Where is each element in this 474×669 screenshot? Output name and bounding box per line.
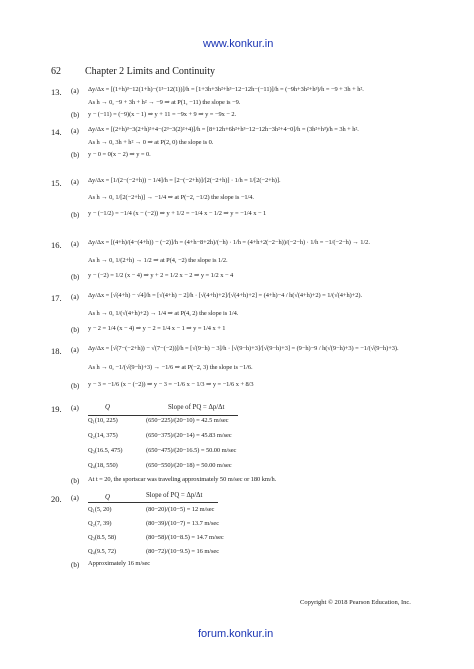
table19-row-q: Q₃(16.5, 475) [88,447,123,454]
problem-18-number: 18. [51,346,62,356]
problem-18b-label: (b) [71,382,80,390]
problem-20-number: 20. [51,494,62,504]
problem-15a-label: (a) [71,178,79,186]
problem-19-number: 19. [51,404,62,414]
page-number: 62 [51,66,61,77]
problem-18b-tangent: y − 3 = −1/6 (x − (−2)) ⇒ y − 3 = −1/6 x − 1/3 ⇒ y = −1/6 x + 8/3 [88,381,254,388]
problem-17a-limit: As h → 0, 1/(√(4+h)+2) → 1/4 ⇒ at P(4, 2) the slope is 1/4. [88,310,239,317]
problem-15b-tangent: y − (−1/2) = −1/4 (x − (−2)) ⇒ y + 1/2 = −1/4 x − 1/2 ⇒ y = −1/4 x − 1 [88,210,267,217]
table20-row-q: Q₃(8.5, 58) [88,534,117,541]
problem-20b-answer: Approximately 16 m/sec [88,560,151,567]
problem-16a-label: (a) [71,240,79,248]
chapter-title: Chapter 2 Limits and Continuity [85,66,215,77]
table19-row-q: Q₂(14, 375) [88,432,118,439]
problem-13-number: 13. [51,87,62,97]
header-url[interactable]: www.konkur.in [203,38,274,50]
table20-row-slope: (80−39)/(10−7) = 13.7 m/sec [146,520,220,527]
table19-header-slope: Slope of PQ = Δp/Δt [168,404,225,411]
table20-rule [88,502,218,503]
copyright: Copyright © 2018 Pearson Education, Inc. [300,599,411,606]
problem-17b-tangent: y − 2 = 1/4 (x − 4) ⇒ y − 2 = 1/4 x − 1 ⇒ y = 1/4 x + 1 [88,325,226,332]
table19-row-q: Q₄(18, 550) [88,462,118,469]
table20-header-q: Q [105,494,110,501]
problem-16b-tangent: y − (−2) = 1/2 (x − 4) ⇒ y + 2 = 1/2 x − 2 ⇒ y = 1/2 x − 4 [88,272,234,279]
problem-18a-quotient: Δy/Δx = [√(7−(−2+h)) − √(7−(−2))]/h = [√(9−h) − 3]/h · [√(9−h)+3]/[√(9−h)+3] = (9−h)−9 / h(√(9−h)+3) = −1/(√(9−h)+3). [88,345,399,352]
footer-url[interactable]: forum.konkur.in [198,628,274,640]
problem-17a-label: (a) [71,293,79,301]
problem-19b-label: (b) [71,477,80,485]
table20-row-slope: (80−72)/(10−9.5) = 16 m/sec [146,548,220,555]
problem-14a-limit: As h → 0, 3h + h² → 0 ⇒ at P(2, 0) the slope is 0. [88,139,214,146]
problem-20b-label: (b) [71,561,80,569]
problem-16a-limit: As h → 0, 1/(2+h) → 1/2 ⇒ at P(4, −2) the slope is 1/2. [88,257,228,264]
problem-14b-tangent: y − 0 = 0(x − 2) ⇒ y = 0. [88,151,151,158]
problem-13b-label: (b) [71,111,80,119]
table20-row-slope: (80−20)/(10−5) = 12 m/sec [146,506,215,513]
problem-13a-quotient: Δy/Δx = [(1+h)³−12(1+h)−(1³−12(1))]/h = [1+3h+3h²+h³−12−12h−(−11)]/h = (−9h+3h²+h³)/h = −9 + 3h + h². [88,86,364,93]
problem-17b-label: (b) [71,326,80,334]
problem-15-number: 15. [51,178,62,188]
table19-rule [88,415,238,416]
table19-row-slope: (650−225)/(20−10) = 42.5 m/sec [146,417,229,424]
table19-header-q: Q [105,404,110,411]
problem-18a-label: (a) [71,346,79,354]
problem-13a-label: (a) [71,87,79,95]
table19-row-slope: (650−375)/(20−14) = 45.83 m/sec [146,432,232,439]
problem-14b-label: (b) [71,151,80,159]
problem-18a-limit: As h → 0, −1/(√(9−h)+3) → −1/6 ⇒ at P(−2, 3) the slope is −1/6. [88,364,253,371]
table20-row-slope: (80−58)/(10−8.5) = 14.7 m/sec [146,534,224,541]
problem-14a-label: (a) [71,127,79,135]
problem-14a-quotient: Δy/Δx = [(2+h)³−3(2+h)²+4−(2³−3(2)²+4)]/h = [8+12h+6h²+h³−12−12h−3h²+4−0]/h = (3h²+h³)/h = 3h + h². [88,126,359,133]
table20-header-slope: Slope of PQ = Δp/Δt [146,492,203,499]
table20-row-q: Q₁(5, 20) [88,506,112,513]
table19-row-slope: (650−550)/(20−18) = 50.00 m/sec [146,462,232,469]
problem-14-number: 14. [51,127,62,137]
problem-13b-tangent: y − (−11) = (−9)(x − 1) ⇒ y + 11 = −9x + 9 ⇒ y = −9x − 2. [88,111,237,118]
problem-17a-quotient: Δy/Δx = [√(4+h) − √4]/h = [√(4+h) − 2]/h · [√(4+h)+2]/[√(4+h)+2] = (4+h)−4 / h(√(4+h)+2) = 1/(√(4+h)+2). [88,292,362,299]
problem-15b-label: (b) [71,211,80,219]
problem-15a-limit: As h → 0, 1/[2(−2+h)] → −1/4 ⇒ at P(−2, −1/2) the slope is −1/4. [88,194,254,201]
problem-20a-label: (a) [71,494,79,502]
problem-17-number: 17. [51,293,62,303]
table20-row-q: Q₄(9.5, 72) [88,548,117,555]
problem-16b-label: (b) [71,273,80,281]
table20-row-q: Q₂(7, 39) [88,520,112,527]
problem-19b-answer: At t = 20, the sportscar was traveling approximately 50 m/sec or 180 km/h. [88,476,277,483]
problem-15a-quotient: Δy/Δx = [1/(2−(−2+h)) − 1/4]/h = [2−(−2+h)]/[2(−2+h)] · 1/h = 1/[2(−2+h)]. [88,177,281,184]
table19-row-q: Q₁(10, 225) [88,417,118,424]
table19-row-slope: (650−475)/(20−16.5) = 50.00 m/sec [146,447,237,454]
problem-19a-label: (a) [71,404,79,412]
problem-13a-limit: As h → 0, −9 + 3h + h² → −9 ⇒ at P(1, −11) the slope is −9. [88,99,241,106]
problem-16-number: 16. [51,240,62,250]
problem-16a-quotient: Δy/Δx = [(4+h)/(4−(4+h)) − (−2)]/h = (4+h−8+2h)/(−h) · 1/h = (4+h+2(−2−h))/(−2−h) · 1/h = −1/(−2−h) → 1/2. [88,239,370,246]
